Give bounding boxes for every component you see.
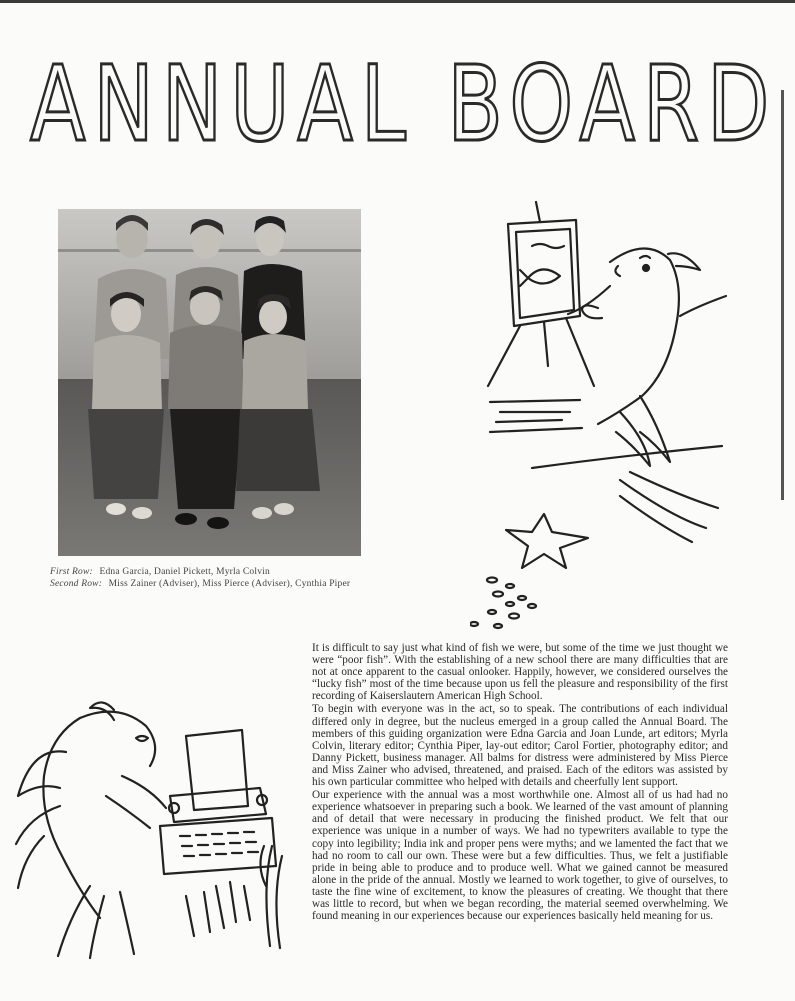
page-edge-shadow bbox=[781, 90, 784, 500]
fish-painter-illustration bbox=[470, 196, 740, 646]
caption-second-row bbox=[50, 578, 390, 590]
group-photo bbox=[58, 209, 361, 556]
page-title: ANNUAL BOARD bbox=[30, 43, 778, 165]
article-paragraph: It is difficult to say just what kind of fish we were, but some of the time we just thought we were “poor fish”. With the establishing of a new school there are many difficulties that are not at once apparent to the casual onlooker. Happily, however, we considered ourselves the “lucky fish” most of the time because upon us fell the pleasure and responsibility of the first recording of Kaiserslautern American High School. bbox=[312, 642, 728, 703]
second-row-label: Second Row: bbox=[50, 579, 103, 589]
article-body bbox=[312, 642, 728, 923]
fish-typist-illustration bbox=[10, 696, 300, 966]
article-paragraph: Our experience with the annual was a most worthwhile one. Almost all of us had had no experience whatsoever in preparing such a book. We learned of the vast amount of planning and of detail that were necessary in producing the finished product. We felt that our experience was unique in a number of ways. We had no typewriters available to type the copy into legibility; India ink and proper pens were myths; and we lamented the fact that we had no room to call our own. These were but a few difficulties. Thus, we felt a justifiable pride in being able to produce and to produce well. What we gained cannot be measured alone in the pride of the annual. Mostly we learned to work together, to give of ourselves, to taste the fine wine of excitement, to know the pleasures of creating. We thought that there was little to record, but when we began recording, the material seemed overwhelming. We found meaning in our experiences because our experiences basically held meaning for us. bbox=[312, 789, 728, 923]
top-border bbox=[0, 0, 795, 3]
first-row-names: Edna Garcia, Daniel Pickett, Myrla Colvin bbox=[99, 567, 270, 577]
caption-first-row bbox=[50, 566, 390, 578]
photo-caption bbox=[50, 566, 390, 590]
first-row-label: First Row: bbox=[50, 567, 93, 577]
article-paragraph: To begin with everyone was in the act, so to speak. The contributions of each individual differed only in degree, but the nucleus emerged in a group called the Annual Board. The members of this guiding organization were Edna Garcia and Joan Lunde, art editors; Myrla Colvin, literary editor; Cynthia Piper, lay-out editor; Carol Fortier, photography editor; and Danny Pickett, business manager. All balms for distress were administered by Miss Pierce and Miss Zainer who advised, threatened, and praised. Each of the editors was assisted by his own particular committee who helped with details and cheerfully lent support. bbox=[312, 703, 728, 789]
second-row-names: Miss Zainer (Adviser), Miss Pierce (Adviser), Cynthia Piper bbox=[108, 579, 351, 589]
